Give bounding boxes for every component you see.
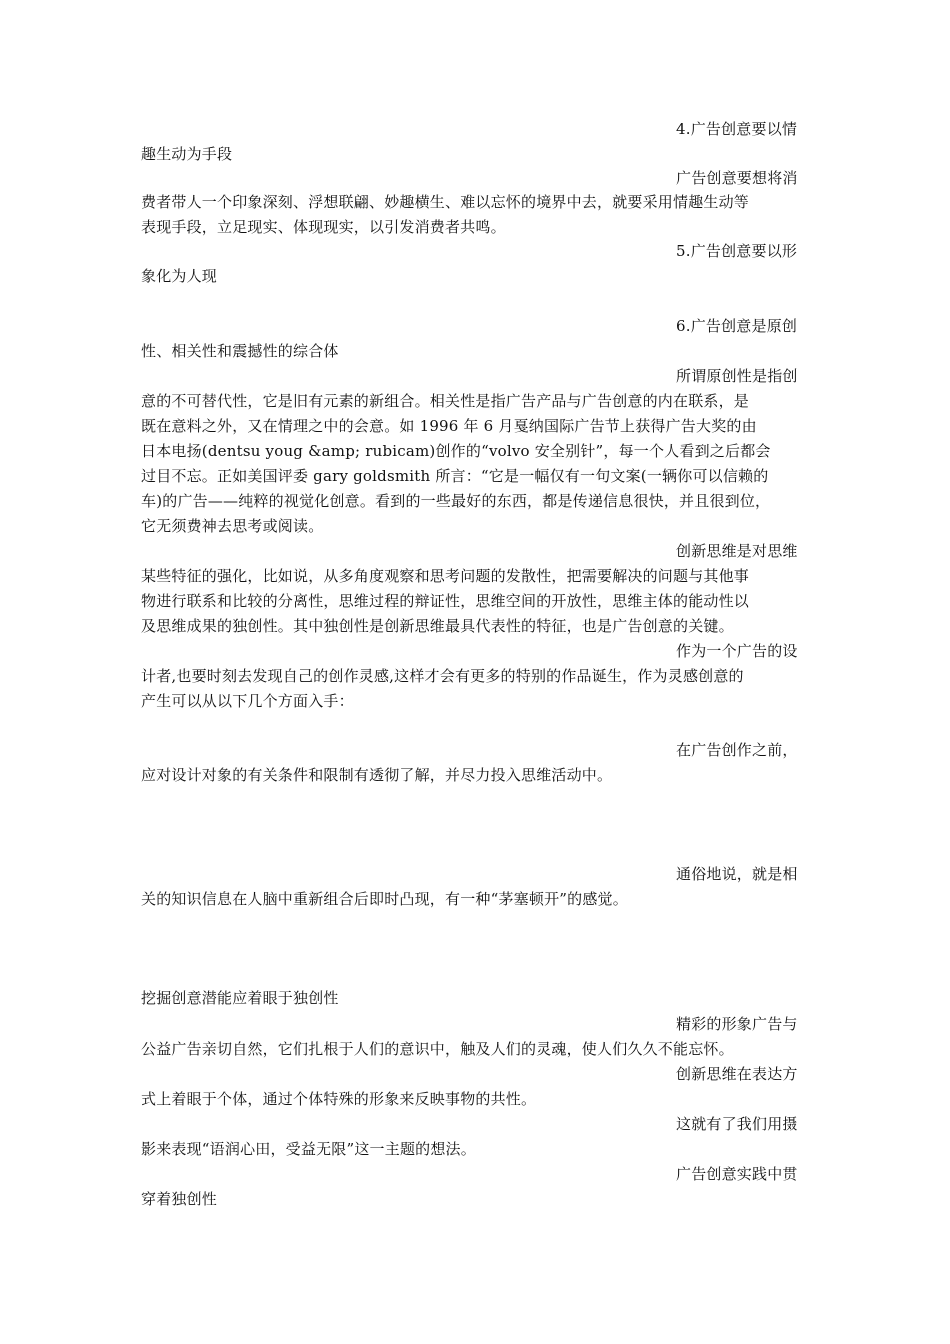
paragraph-line: 意的不可替代性，它是旧有元素的新组合。相关性是指广告产品与广告创意的内在联系，是 [141, 392, 750, 410]
paragraph-line: 式上着眼于个体，通过个体特殊的形象来反映事物的共性。 [141, 1090, 537, 1108]
paragraph-line: 既在意料之外，又在情理之中的会意。如 1996 年 6 月戛纳国际广告节上获得广告大奖的由 [141, 417, 757, 435]
paragraph-line: 关的知识信息在人脑中重新组合后即时凸现，有一种“茅塞顿开”的感觉。 [141, 890, 628, 908]
heading-5-start: 5.广告创意要以形 [676, 242, 798, 260]
paragraph-line: 物进行联系和比较的分离性，思维过程的辩证性，思维空间的开放性，思维主体的能动性以 [141, 592, 750, 610]
paragraph-line: 费者带人一个印象深刻、浮想联翩、妙趣横生、难以忘怀的境界中去，就要采用情趣生动等 [141, 193, 750, 211]
paragraph-line: 创新思维在表达方 [676, 1065, 798, 1083]
paragraph-line: 日本电扬(dentsu youg &amp; rubicam)创作的“volvo 安全别针”，每一个人看到之后都会 [141, 442, 771, 460]
heading-6-start: 6.广告创意是原创 [676, 317, 798, 335]
paragraph-line: 它无须费神去思考或阅读。 [141, 517, 324, 535]
paragraph-line: 广告创意要想将消 [676, 169, 798, 187]
paragraph-line: 公益广告亲切自然，它们扎根于人们的意识中，触及人们的灵魂，使人们久久不能忘怀。 [141, 1040, 734, 1058]
paragraph-line: 通俗地说，就是相 [676, 865, 798, 883]
section-heading: 挖掘创意潜能应着眼于独创性 [141, 989, 339, 1007]
paragraph-line: 影来表现“语润心田，受益无限”这一主题的想法。 [141, 1140, 476, 1158]
paragraph-line: 作为一个广告的设 [676, 642, 798, 660]
heading-6-end: 性、相关性和震撼性的综合体 [141, 342, 339, 360]
paragraph-line: 表现手段，立足现实、体现现实，以引发消费者共鸣。 [141, 218, 506, 236]
heading-4-end: 趣生动为手段 [141, 145, 233, 163]
heading-5-end: 象化为人现 [141, 267, 218, 285]
paragraph-line: 及思维成果的独创性。其中独创性是创新思维最具代表性的特征，也是广告创意的关键。 [141, 617, 734, 635]
paragraph-line: 过目不忘。正如美国评委 gary goldsmith 所言：“它是一幅仅有一句文案(一辆你可以信赖的 [141, 467, 769, 485]
paragraph-line: 创新思维是对思维 [676, 542, 798, 560]
paragraph-line: 某些特征的强化，比如说，从多角度观察和思考问题的发散性，把需要解决的问题与其他事 [141, 567, 750, 585]
paragraph-line: 在广告创作之前， [676, 741, 798, 759]
heading-4-start: 4.广告创意要以情 [676, 120, 798, 138]
paragraph-line: 所谓原创性是指创 [676, 367, 798, 385]
paragraph-line: 广告创意实践中贯 [676, 1165, 798, 1183]
paragraph-line: 穿着独创性 [141, 1190, 218, 1208]
paragraph-line: 车)的广告——纯粹的视觉化创意。看到的一些最好的东西，都是传递信息很快，并且很到位， [141, 492, 771, 510]
paragraph-line: 计者,也要时刻去发现自己的创作灵感,这样才会有更多的特别的作品诞生，作为灵感创意的 [141, 667, 744, 685]
paragraph-line: 这就有了我们用摄 [676, 1115, 798, 1133]
paragraph-line: 产生可以从以下几个方面入手： [141, 692, 354, 710]
paragraph-line: 精彩的形象广告与 [676, 1015, 798, 1033]
paragraph-line: 应对设计对象的有关条件和限制有透彻了解，并尽力投入思维活动中。 [141, 766, 613, 784]
